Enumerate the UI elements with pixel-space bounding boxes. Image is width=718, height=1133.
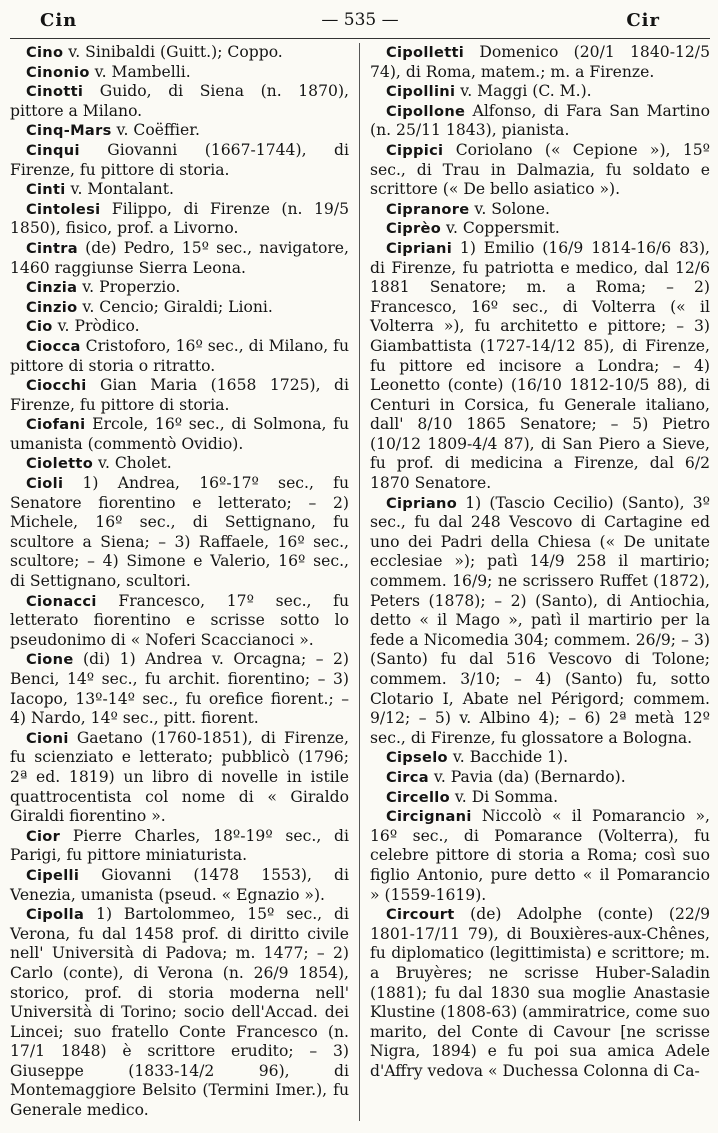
entry-headword: Cinti <box>26 181 66 199</box>
dictionary-entry <box>10 239 349 278</box>
dictionary-entry <box>370 748 710 768</box>
entry-headword: Cionacci <box>26 592 97 610</box>
entry-headword: Cippici <box>386 141 444 159</box>
entry-headword: Cipelli <box>26 866 80 884</box>
dictionary-entry <box>10 376 349 415</box>
dictionary-entry <box>10 63 349 83</box>
entry-headword: Cipriani <box>386 239 452 257</box>
dictionary-entry <box>370 239 710 494</box>
entry-headword: Ciofani <box>26 416 86 434</box>
entry-text: Francesco, 17º sec., fu letterato fiorentino e scrisse sotto lo pseudonimo di « Noferi Scaccianoci ». <box>10 591 349 649</box>
entry-text: v. Mambelli. <box>89 62 191 81</box>
entry-text: (de) Adolphe (conte) (22/9 1801-17/11 79), di Bouxières-aux-Chênes, fu diplomatico (legittimista) e scrittore; m. a Bruyères; ne scrisse Huber-Saladin (1881); fu dal 1830 sua moglie Anastasie Klustine (1808-63) (ammiratrice, come suo marito, del Conte di Cavour [ne scrisse Nigra, 1894) e fu poi sua amica Adele d'Affry vedova « Duchessa Colonna di Ca- <box>370 905 710 1080</box>
entry-text: (di) 1) Andrea v. Orcagna; – 2) Benci, 14º sec., fu archit. fiorentino; – 3) Iacopo, 13º-14º sec., fu orefice fiorent.; – 4) Nardo, 14º sec., pitt. fiorent. <box>10 650 349 728</box>
dictionary-entry <box>10 415 349 454</box>
entry-text: v. Sinibaldi (Guitt.); Coppo. <box>63 43 283 61</box>
entry-text: 1) Emilio (16/9 1814-16/6 83), di Firenze, fu patriotta e medico, dal 12/6 1881 Senatore; m. a Roma; – 2) Francesco, 16º sec., di Volterra (« il Volterra »), fu architetto e pittore; – 3) Giambattista (1727-14/12 85), di Firenze, fu pittore ed incisore a Londra; – 4) Leonetto (conte) (16/10 1812-10/5 88), di Centuri in Corsica, fu Generale italiano, dall' 8/10 1865 Senatore; – 5) Pietro (10/12 1809-4/4 87), di San Piero a Sieve, fu prof. di medicina a Firenze, dal 6/2 1870 Senatore. <box>370 238 710 493</box>
entry-text: Guido, di Siena (n. 1870), pittore a Milano. <box>10 82 349 120</box>
entry-headword: Circignani <box>386 808 472 826</box>
entry-text: v. Solone. <box>469 199 550 218</box>
entry-headword: Cintra <box>26 239 78 257</box>
dictionary-entry <box>370 494 710 749</box>
entry-text: v. Pròdico. <box>52 317 140 336</box>
entry-text: Giovanni (1478 1553), di Venezia, umanista (pseud. « Egnazio »). <box>10 865 349 904</box>
entry-headword: Ciocchi <box>26 377 87 395</box>
entry-headword: Cio <box>26 318 53 336</box>
entry-text: 1) Bartolommeo, 15º sec., di Verona, fu dal 1458 prof. di diritto civile nell' Università di Padova; m. 1477; – 2) Carlo (conte), di Verona (n. 26/9 1854), storico, prof. di storia moderna nell' Università di Torino; socio dell'Accad. dei Lincei; suo fratello Conte Francesco (n. 17/1 1848) è scrittore erudito; – 3) Giuseppe (1833-14/2 96), di Montemaggiore Belsito (Termini Imer.), fu Generale medico. <box>10 905 349 1120</box>
page-number: — 535 — <box>321 10 399 30</box>
entry-headword: Ciocca <box>26 337 81 355</box>
entry-text: Ercole, 16º sec., di Solmona, fu umanista (commentò Ovidio). <box>10 415 349 453</box>
entry-headword: Cinonio <box>26 63 90 81</box>
entry-headword: Cinq-Mars <box>26 122 112 140</box>
entry-text: v. Coëffier. <box>111 121 200 140</box>
entry-headword: Cipollini <box>386 83 456 101</box>
right-column <box>360 43 710 1121</box>
dictionary-entry <box>10 180 349 200</box>
entry-text: v. Pavia (da) (Bernardo). <box>428 767 626 786</box>
entry-text: Domenico (20/1 1840-12/5 74), di Roma, matem.; m. a Firenze. <box>370 43 710 81</box>
entry-headword: Cipranore <box>386 200 470 218</box>
entry-text: 1) Andrea, 16º-17º sec., fu Senatore fiorentino e letterato; – 2) Michele, 16º sec., di Settignano, fu scultore a Siena; – 3) Raffaele, 16º sec., scultore; – 4) Simone e Valerio, 16º sec., di Settignano, scultori. <box>10 474 349 591</box>
dictionary-entry <box>10 474 349 592</box>
entry-text: Gaetano (1760-1851), di Firenze, fu scienziato e letterato; pubblicò (1796; 2ª ed. 1819) un libro di novelle in istile quattrocentista col nome di « Giraldo Giraldi fiorentino ». <box>10 728 349 826</box>
entry-text: Cristoforo, 16º sec., di Milano, fu pittore di storia o ritratto. <box>10 336 349 375</box>
entry-headword: Cione <box>26 651 74 669</box>
dictionary-entry <box>370 200 710 220</box>
entry-headword: Cintolesi <box>26 200 101 218</box>
dictionary-entry <box>10 43 349 63</box>
dictionary-entry <box>370 219 710 239</box>
dictionary-entry <box>10 278 349 298</box>
entry-text: Alfonso, di Fara San Martino (n. 25/11 1843), pianista. <box>370 101 710 140</box>
dictionary-entry <box>10 827 349 866</box>
dictionary-entry <box>370 807 710 905</box>
header-left-guideword: Cin <box>40 10 78 31</box>
dictionary-entry <box>370 82 710 102</box>
entry-headword: Circello <box>386 788 450 806</box>
entry-headword: Cino <box>26 44 64 61</box>
entry-text: Coriolano (« Cepione »), 15º sec., di Trau in Dalmazia, fu soldato e scrittore (« De bello asiatico »). <box>370 140 710 199</box>
dictionary-entry <box>10 200 349 239</box>
entry-text: v. Montalant. <box>65 180 174 199</box>
dictionary-entry <box>10 317 349 337</box>
entry-text: v. Cencio; Giraldi; Lioni. <box>77 297 273 316</box>
entry-text: v. Coppersmit. <box>441 219 560 238</box>
entry-headword: Circa <box>386 768 429 786</box>
entry-headword: Cior <box>26 827 61 845</box>
entry-text: v. Properzio. <box>77 278 181 297</box>
entry-headword: Cioletto <box>26 455 94 473</box>
entry-headword: Cioli <box>26 475 64 493</box>
dictionary-entry <box>10 866 349 905</box>
entry-headword: Cipriano <box>386 494 458 512</box>
page-header <box>10 4 710 39</box>
dictionary-entry <box>10 905 349 1121</box>
dictionary-entry <box>370 768 710 788</box>
dictionary-entry <box>370 788 710 808</box>
entry-text: v. Maggi (C. M.). <box>455 82 592 101</box>
dictionary-entry <box>10 650 349 728</box>
dictionary-entry <box>370 102 710 141</box>
entry-text: Gian Maria (1658 1725), di Firenze, fu pittore di storia. <box>10 376 349 414</box>
dictionary-entry <box>10 121 349 141</box>
entry-text: (de) Pedro, 15º sec., navigatore, 1460 raggiunse Sierra Leona. <box>10 238 349 277</box>
entry-headword: Cinzio <box>26 298 78 316</box>
entry-headword: Cinqui <box>26 141 80 159</box>
entry-text: Niccolò « il Pomarancio », 16º sec., di Pomarance (Volterra), fu celebre pittore di storia a Roma; così suo figlio Antonio, pure detto « il Pomarancio » (1559-1619). <box>370 807 710 904</box>
entry-text: v. Bacchide 1). <box>447 748 569 767</box>
dictionary-entry <box>370 905 710 1081</box>
dictionary-entry <box>10 141 349 180</box>
entry-text: Filippo, di Firenze (n. 19/5 1850), fisico, prof. a Livorno. <box>10 199 349 238</box>
entry-headword: Cipollone <box>386 102 466 120</box>
entry-headword: Cipselo <box>386 749 448 767</box>
dictionary-entry <box>10 454 349 474</box>
header-right-guideword: Cir <box>626 10 660 31</box>
dictionary-entry <box>10 298 349 318</box>
columns <box>10 43 710 1121</box>
dictionary-entry <box>10 729 349 827</box>
entry-text: 1) (Tascio Cecilio) (Santo), 3º sec., fu dal 248 Vescovo di Cartagine ed uno dei Padri della Chiesa (« De unitate ecclesiae »); patì 14/9 258 il martirio; commem. 16/9; ne scrissero Ruffet (1872), Peters (1878); – 2) (Santo), di Antiochia, detto « il Mago », patì il martirio per la fede a Nicomedia 304; commem. 26/9; – 3) (Santo) fu dal 516 Vescovo di Tolone; commem. 3/10; – 4) (Santo) fu, sotto Clotario I, Abate nel Périgord; commem. 9/12; – 5) v. Albino 4); – 6) 2ª metà 12º sec., di Firenze, fu glossatore a Bologna. <box>370 493 710 747</box>
entry-headword: Circourt <box>386 906 455 924</box>
entry-headword: Cinotti <box>26 83 84 101</box>
entry-text: Pierre Charles, 18º-19º sec., di Parigi, fu pittore miniaturista. <box>10 826 349 865</box>
entry-text: v. Cholet. <box>93 454 172 473</box>
left-column <box>10 43 360 1121</box>
entry-headword: Ciprèo <box>386 220 442 238</box>
entry-text: Giovanni (1667-1744), di Firenze, fu pittore di storia. <box>10 140 349 179</box>
dictionary-entry <box>370 43 710 82</box>
entry-headword: Cipolla <box>26 906 85 924</box>
entry-headword: Cinzia <box>26 279 78 297</box>
entry-text: v. Di Somma. <box>449 787 559 806</box>
dictionary-entry <box>10 592 349 651</box>
dictionary-entry <box>10 337 349 376</box>
dictionary-entry <box>10 82 349 121</box>
entry-headword: Cioni <box>26 729 69 747</box>
entry-headword: Cipolletti <box>386 44 465 61</box>
dictionary-entry <box>370 141 710 200</box>
